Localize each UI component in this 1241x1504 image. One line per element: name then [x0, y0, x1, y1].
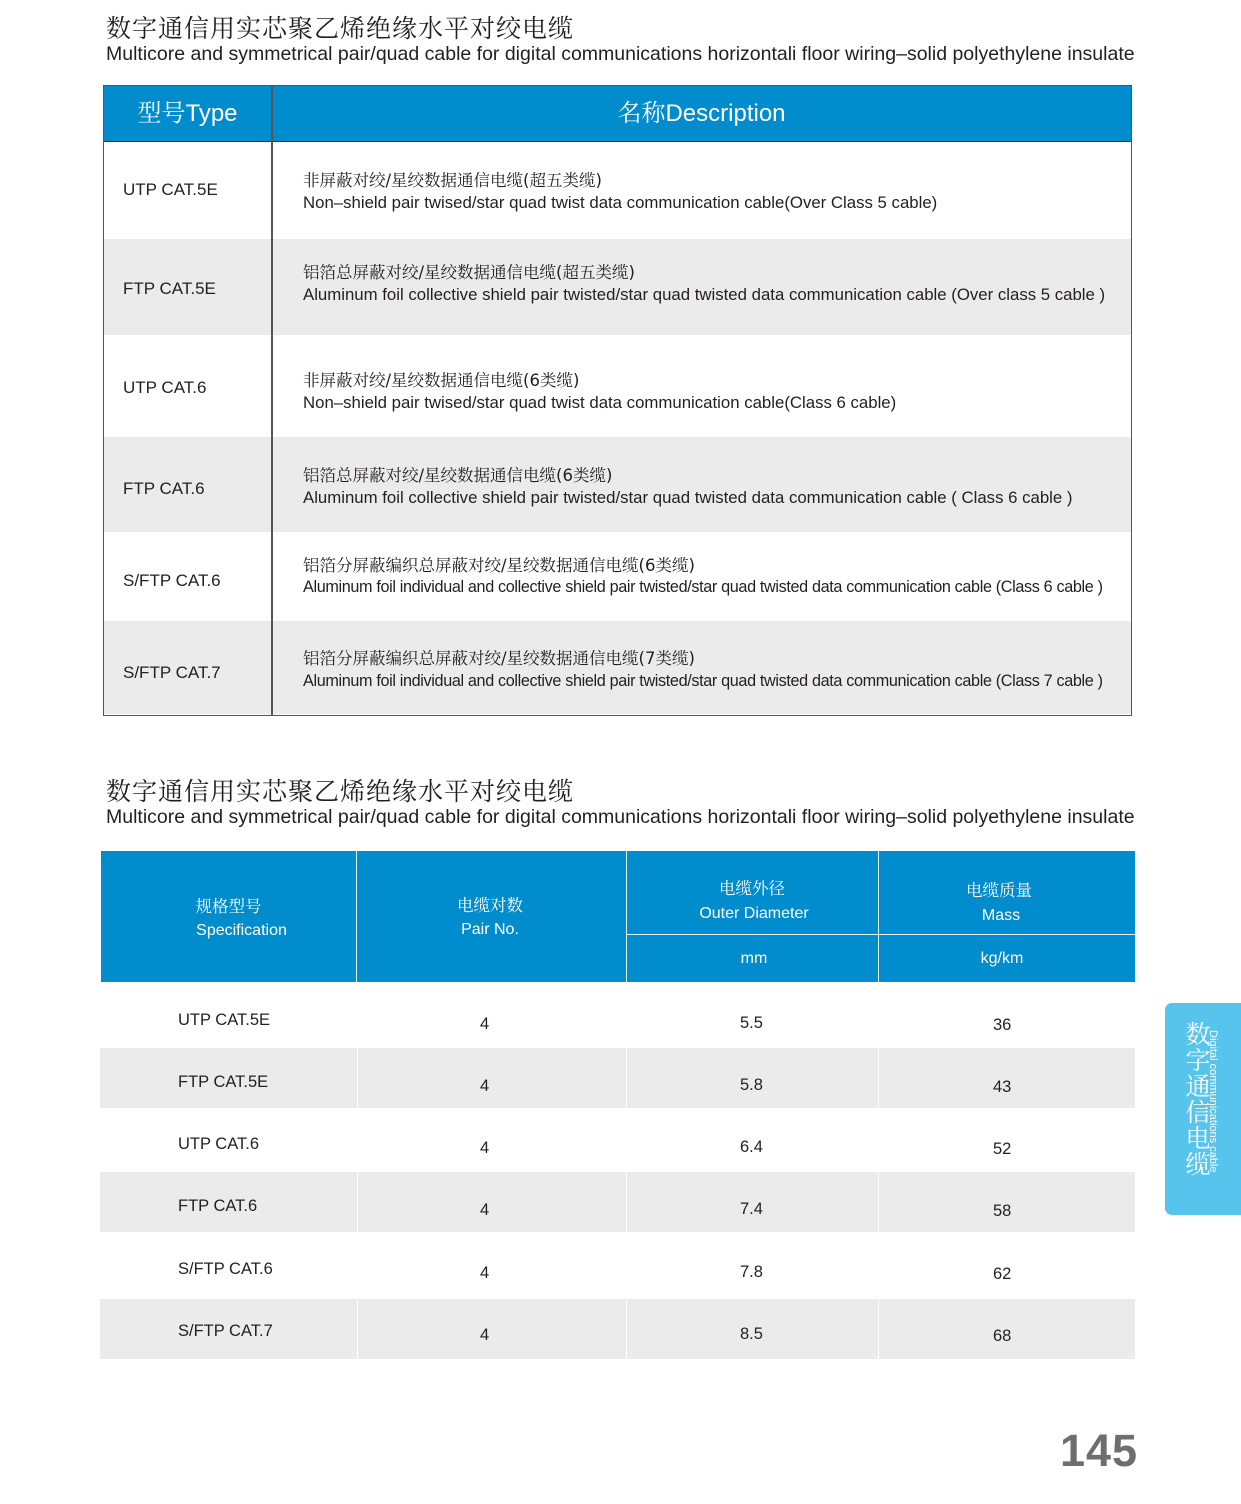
cable-type: UTP CAT.5E — [123, 180, 218, 199]
cell-divider — [878, 1172, 879, 1232]
mass-cell: 52 — [993, 1140, 1012, 1158]
page-number: 145 — [1060, 1425, 1139, 1476]
spec-cell: UTP CAT.6 — [178, 1135, 259, 1153]
header-od-unit: mm — [740, 950, 768, 967]
table-row — [100, 1110, 1135, 1170]
cable-type: S/FTP CAT.7 — [123, 663, 221, 682]
description-cn: 铝箔总屏蔽对绞/星绞数据通信电缆(6类缆) — [303, 466, 613, 485]
header-description: 名称Description — [617, 100, 786, 127]
side-tab-label-en: Digital communications cable — [1207, 1030, 1219, 1173]
pairs-cell: 4 — [480, 1077, 490, 1095]
cell-divider — [357, 1172, 358, 1232]
description-cn: 铝箔分屏蔽编织总屏蔽对绞/星绞数据通信电缆(6类缆) — [303, 556, 695, 575]
header-od-cn: 电缆外径 — [719, 879, 785, 898]
od-cell: 5.5 — [740, 1014, 763, 1032]
description-cn: 非屏蔽对绞/星绞数据通信电缆(6类缆) — [303, 371, 580, 390]
cell-divider — [357, 1299, 358, 1359]
section2-title-cn: 数字通信用实芯聚乙烯绝缘水平对绞电缆 — [106, 777, 575, 806]
table-row — [104, 335, 1131, 437]
header-mass-unit: kg/km — [980, 950, 1024, 967]
table-row — [100, 1172, 1135, 1232]
mass-cell: 43 — [993, 1078, 1012, 1096]
table-row — [104, 239, 1131, 335]
type-description-table — [103, 85, 1132, 716]
od-cell: 7.8 — [740, 1263, 763, 1281]
header-pair-en: Pair No. — [461, 921, 519, 938]
table1-header — [104, 86, 1131, 142]
cable-type: UTP CAT.6 — [123, 378, 207, 397]
table-row — [100, 1235, 1135, 1295]
side-tab-label-cn: 数字通信电缆 — [1185, 1020, 1211, 1179]
mass-cell: 62 — [993, 1265, 1012, 1283]
mass-cell: 68 — [993, 1327, 1012, 1345]
description-en: Aluminum foil individual and collective shield pair twisted/star quad twisted data communication cable (Class 6 cable ) — [303, 578, 1103, 596]
description-en: Non–shield pair twised/star quad twist data communication cable(Class 6 cable) — [303, 393, 897, 412]
section1-title-en: Multicore and symmetrical pair/quad cable for digital communications horizontali floor wiring–solid polyethylene insulate — [106, 43, 1135, 65]
od-cell: 8.5 — [740, 1325, 763, 1343]
pairs-cell: 4 — [480, 1015, 490, 1033]
spec-cell: FTP CAT.6 — [178, 1197, 258, 1215]
description-en: Aluminum foil collective shield pair twisted/star quad twisted data communication cable (Over class 5 cable ) — [303, 285, 1106, 304]
header-type: 型号Type — [137, 100, 238, 127]
cell-divider — [626, 1172, 627, 1232]
header-mass-cn: 电缆质量 — [966, 881, 1032, 900]
cable-type: FTP CAT.5E — [123, 279, 216, 298]
table-row — [104, 532, 1131, 621]
header-od-en: Outer Diameter — [699, 905, 809, 922]
header-spec-en: Specification — [196, 922, 287, 939]
description-cn: 铝箔总屏蔽对绞/星绞数据通信电缆(超五类缆) — [303, 263, 635, 282]
spec-cell: S/FTP CAT.7 — [178, 1322, 273, 1340]
od-cell: 7.4 — [740, 1200, 763, 1218]
section1-title-cn: 数字通信用实芯聚乙烯绝缘水平对绞电缆 — [106, 14, 575, 43]
spec-cell: FTP CAT.5E — [178, 1073, 269, 1091]
cell-divider — [878, 1048, 879, 1108]
od-cell: 5.8 — [740, 1076, 763, 1094]
mass-cell: 58 — [993, 1202, 1012, 1220]
column-divider — [271, 86, 273, 715]
description-cn: 非屏蔽对绞/星绞数据通信电缆(超五类缆) — [303, 171, 602, 190]
pairs-cell: 4 — [480, 1264, 490, 1282]
table-row — [100, 1299, 1135, 1359]
cell-divider — [357, 1048, 358, 1108]
header-unit-divider — [627, 934, 1135, 935]
table-row — [104, 621, 1131, 714]
cable-type: S/FTP CAT.6 — [123, 571, 221, 590]
description-en: Aluminum foil individual and collective shield pair twisted/star quad twisted data communication cable (Class 7 cable ) — [303, 672, 1103, 690]
spec-cell: UTP CAT.5E — [178, 1011, 270, 1029]
table-row — [100, 1048, 1135, 1108]
pairs-cell: 4 — [480, 1139, 490, 1157]
header-spec-cn: 规格型号 — [195, 897, 262, 916]
description-en: Aluminum foil collective shield pair twisted/star quad twisted data communication cable ( Class 6 cable ) — [303, 488, 1073, 507]
mass-cell: 36 — [993, 1016, 1012, 1034]
pairs-cell: 4 — [480, 1326, 490, 1344]
header-mass-en: Mass — [981, 907, 1021, 924]
description-en: Non–shield pair twised/star quad twist data communication cable(Over Class 5 cable) — [303, 193, 938, 212]
spec-cell: S/FTP CAT.6 — [178, 1260, 273, 1278]
header-divider — [356, 851, 357, 982]
header-pair-cn: 电缆对数 — [457, 896, 523, 915]
section2-title-en: Multicore and symmetrical pair/quad cable for digital communications horizontali floor wiring–solid polyethylene insulate — [106, 806, 1135, 828]
cable-type: FTP CAT.6 — [123, 479, 205, 498]
cell-divider — [626, 1299, 627, 1359]
description-cn: 铝箔分屏蔽编织总屏蔽对绞/星绞数据通信电缆(7类缆) — [303, 649, 695, 668]
cell-divider — [878, 1299, 879, 1359]
od-cell: 6.4 — [740, 1138, 763, 1156]
table-row — [104, 437, 1131, 532]
spec-table-header — [101, 851, 1135, 982]
pairs-cell: 4 — [480, 1201, 490, 1219]
table-row — [100, 988, 1135, 1048]
table-row — [104, 141, 1131, 239]
cell-divider — [626, 1048, 627, 1108]
